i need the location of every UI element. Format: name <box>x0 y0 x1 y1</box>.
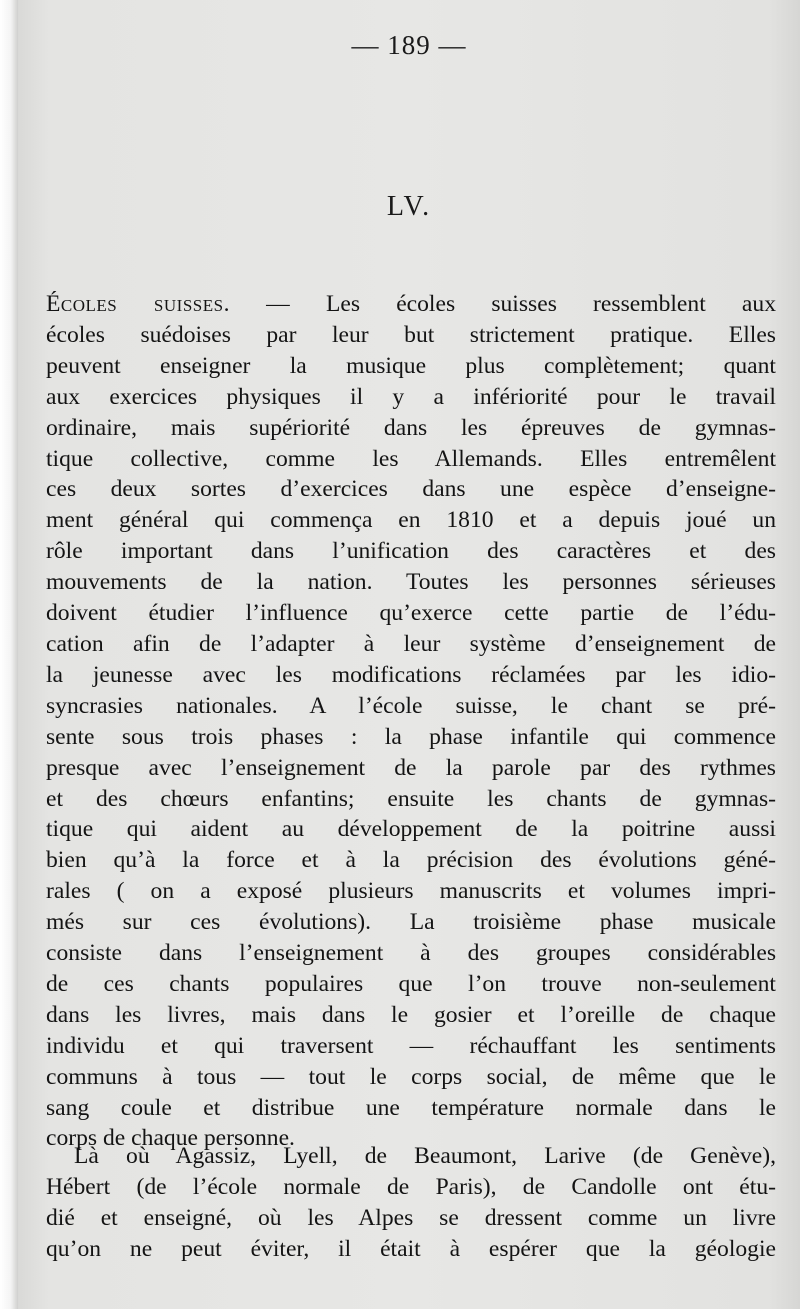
text-line: sang coule et distribue une température normale dans le <box>46 1094 776 1121</box>
text-line: més sur ces évolutions). La troisième phase musicale <box>46 909 776 936</box>
text-line: tique qui aident au développement de la poitrine aussi <box>46 816 776 843</box>
text-line: de ces chants populaires que l’on trouve non-seulement <box>46 970 776 997</box>
text-line: qu’on ne peut éviter, il était à espérer que la géologie <box>46 1235 776 1262</box>
paragraph-geologie <box>46 1141 776 1265</box>
scan-margin <box>0 0 18 1309</box>
text-line: communs à tous — tout le corps social, de même que le <box>46 1063 776 1090</box>
text-line: rales ( on a exposé plusieurs manuscrits et volumes impri- <box>46 878 776 905</box>
text-line: rôle important dans l’unification des caractères et des <box>46 538 776 565</box>
text-line: cation afin de l’adapter à leur système d’enseignement de <box>46 630 776 657</box>
section-lead: Écoles suisses. <box>46 291 230 317</box>
text-line: individu et qui traversent — réchauffant les sentiments <box>46 1032 776 1059</box>
text-line: sente sous trois phases : la phase infantile qui commence <box>46 723 776 750</box>
text-line: dans les livres, mais dans le gosier et l’oreille de chaque <box>46 1001 776 1028</box>
text-line <box>46 289 776 320</box>
text-line: Là où Agassiz, Lyell, de Beaumont, Larive (de Genève), <box>74 1143 776 1169</box>
text-line: presque avec l’enseignement de la parole par des rythmes <box>46 754 776 781</box>
text-line: la jeunesse avec les modifications réclamées par les idio- <box>46 661 776 688</box>
chapter-heading: LV. <box>386 191 432 222</box>
text-line: mouvements de la nation. Toutes les personnes sérieuses <box>46 569 776 596</box>
text-line: peuvent enseigner la musique plus complètement; quant <box>46 352 776 379</box>
text-line-rest: — Les écoles suisses ressemblent aux <box>229 291 776 317</box>
text-line: écoles suédoises par leur but strictement pratique. Elles <box>46 321 776 348</box>
text-line: ment général qui commença en 1810 et a depuis joué un <box>46 507 776 534</box>
book-page <box>18 0 800 1309</box>
text-line: doivent étudier l’influence qu’exerce cette partie de l’édu- <box>46 600 776 627</box>
page-number: — 189 — <box>351 30 467 60</box>
paragraph-ecoles-suisses <box>46 289 776 1154</box>
text-line: dié et enseigné, où les Alpes se dressent comme un livre <box>46 1204 776 1231</box>
text-line: aux exercices physiques il y a infériorité pour le travail <box>46 383 776 410</box>
text-line: ces deux sortes d’exercices dans une espèce d’enseigne- <box>46 476 776 503</box>
text-line: Hébert (de l’école normale de Paris), de Candolle ont étu- <box>46 1173 776 1200</box>
text-line: tique collective, comme les Allemands. Elles entremêlent <box>46 445 776 472</box>
text-line: consiste dans l’enseignement à des groupes considérables <box>46 940 776 967</box>
text-line: syncrasies nationales. A l’école suisse, le chant se pré- <box>46 692 776 719</box>
text-line: et des chœurs enfantins; ensuite les chants de gymnas- <box>46 785 776 812</box>
text-line: corps de chaque personne. <box>46 1125 295 1152</box>
text-line: ordinaire, mais supériorité dans les épreuves de gymnas- <box>46 414 776 441</box>
text-line: bien qu’à la force et à la précision des évolutions géné- <box>46 847 776 874</box>
